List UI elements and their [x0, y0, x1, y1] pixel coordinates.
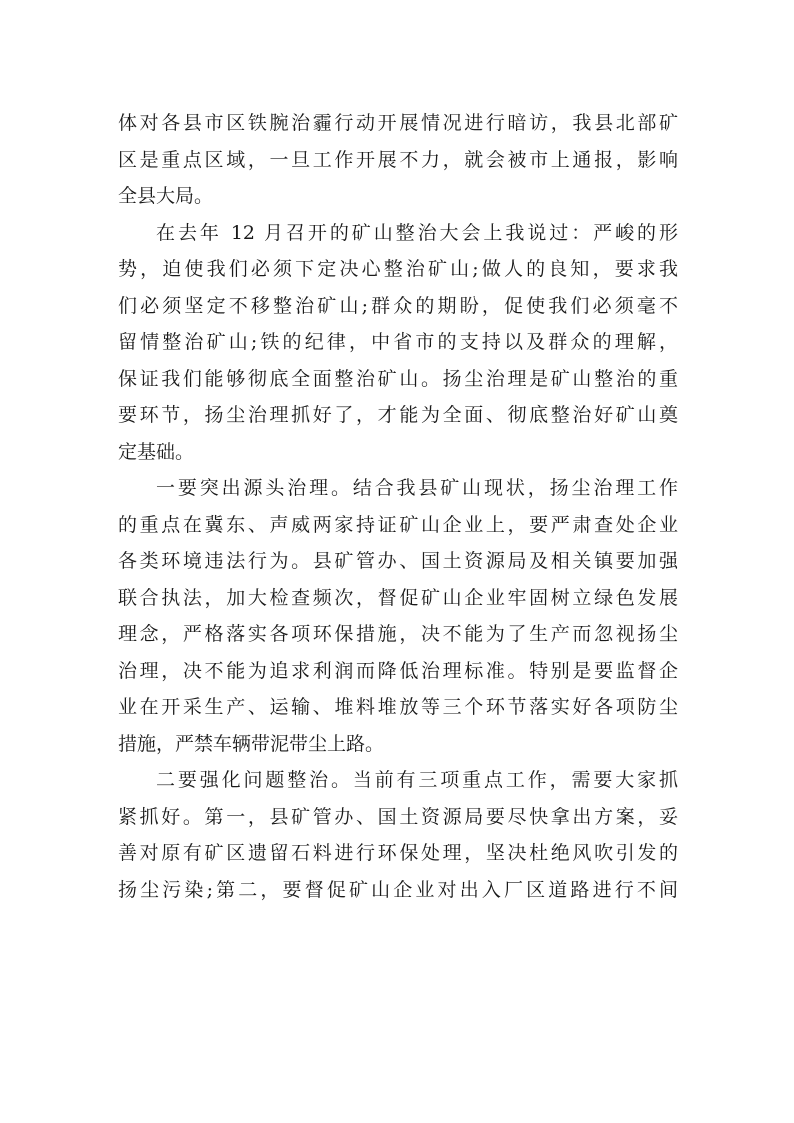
text-line: 们必须坚定不移整治矿山;群众的期盼，促使我们必须毫不 [118, 294, 678, 317]
text-line: 在去年 12 月召开的矿山整治大会上我说过：严峻的形 [156, 221, 678, 244]
text-line: 体对各县市区铁腕治霾行动开展情况进行暗访，我县北部矿 [118, 112, 678, 134]
text-line: 定基础。 [118, 440, 195, 463]
text-line: 理念，严格落实各项环保措施，决不能为了生产而忽视扬尘 [118, 623, 678, 645]
text-line: 势，迫使我们必须下定决心整治矿山;做人的良知，要求我 [118, 258, 678, 280]
text-line: 一要突出源头治理。结合我县矿山现状，扬尘治理工作 [156, 477, 678, 499]
text-line: 留情整治矿山;铁的纪律，中省市的支持以及群众的理解， [118, 331, 678, 353]
text-line: 保证我们能够彻底全面整治矿山。扬尘治理是矿山整治的重 [118, 367, 678, 390]
text-line: 紧抓好。第一，县矿管办、国土资源局要尽快拿出方案，妥 [118, 805, 678, 828]
text-line: 要环节，扬尘治理抓好了，才能为全面、彻底整治好矿山奠 [118, 404, 678, 426]
text-line: 的重点在冀东、声威两家持证矿山企业上，要严肃查处企业 [118, 513, 678, 536]
text-line: 业在开采生产、运输、堆料堆放等三个环节落实好各项防尘 [118, 696, 678, 718]
document-body [118, 105, 678, 908]
paragraph-3 [118, 470, 678, 762]
text-line: 二要强化问题整治。当前有三项重点工作，需要大家抓 [156, 769, 678, 791]
text-line: 善对原有矿区遗留石料进行环保处理，坚决杜绝风吹引发的 [118, 842, 678, 864]
text-line: 联合执法，加大检查频次，督促矿山企业牢固树立绿色发展 [118, 586, 678, 609]
text-line: 治理，决不能为追求利润而降低治理标准。特别是要监督企 [118, 659, 678, 682]
text-line: 区是重点区域，一旦工作开展不力，就会被市上通报，影响 [118, 148, 678, 171]
paragraph-2 [118, 215, 678, 471]
text-line: 扬尘污染;第二，要督促矿山企业对出入厂区道路进行不间 [118, 878, 678, 901]
text-line: 各类环境违法行为。县矿管办、国土资源局及相关镇要加强 [118, 550, 678, 572]
text-line: 措施，严禁车辆带泥带尘上路。 [118, 732, 385, 755]
paragraph-1 [118, 105, 678, 215]
paragraph-4 [118, 762, 678, 908]
text-line: 全县大局。 [118, 185, 214, 207]
